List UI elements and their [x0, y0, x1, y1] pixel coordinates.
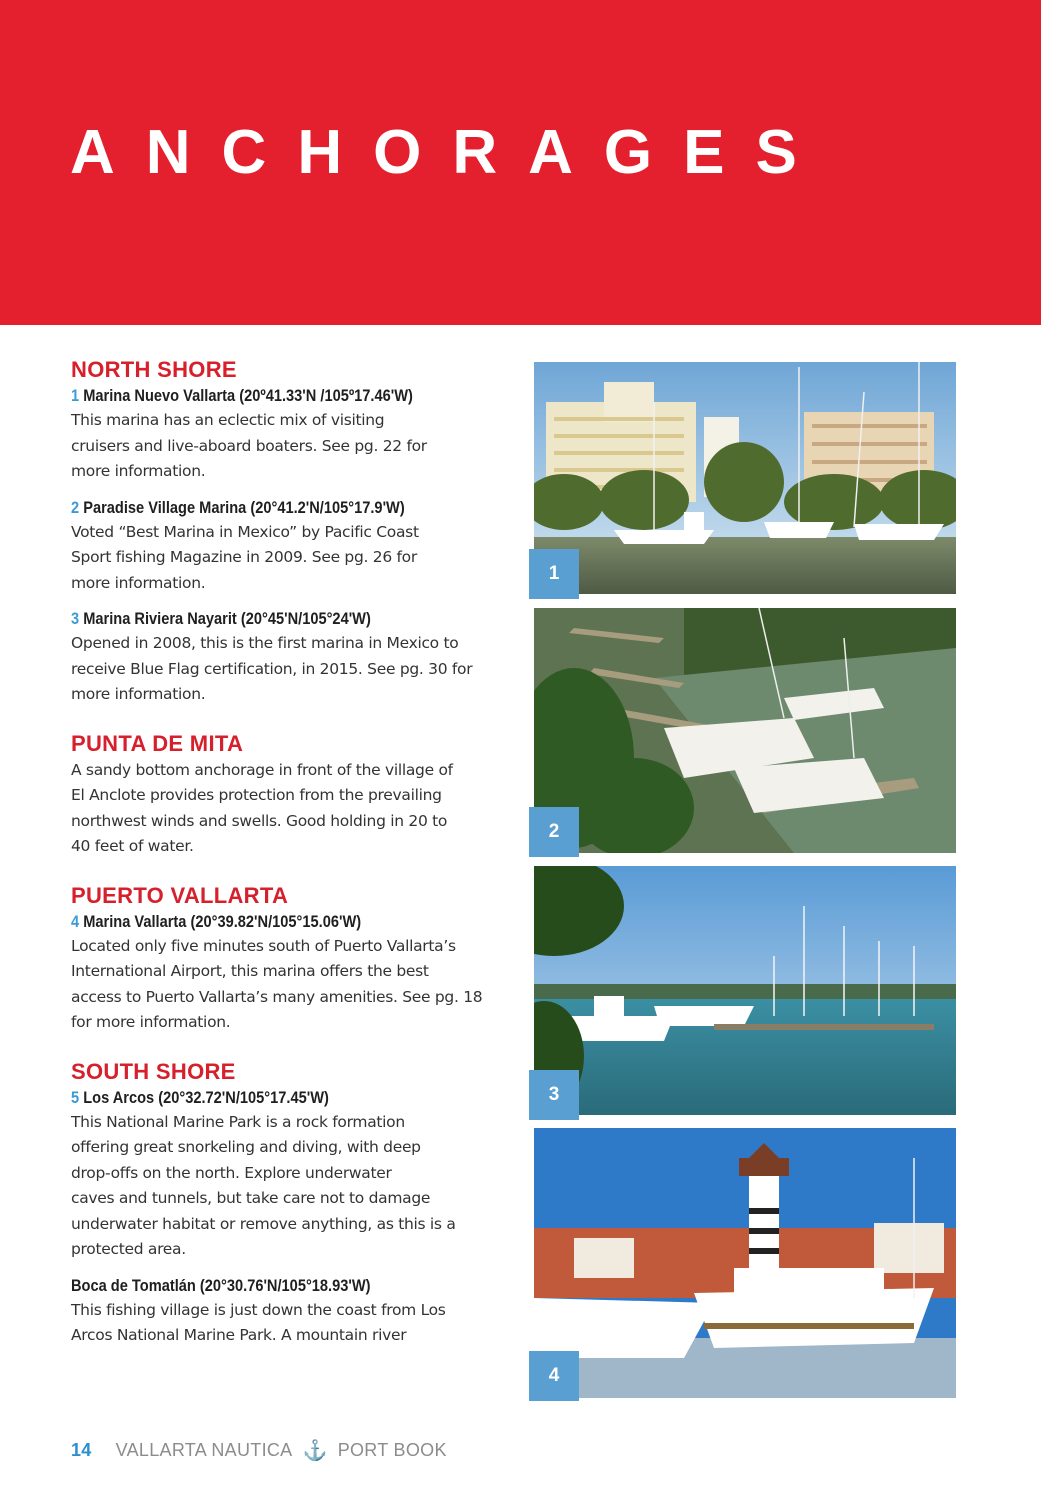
entry-title: 5 Los Arcos (20°32.72'N/105°17.45'W): [71, 1087, 329, 1107]
entry-text: This marina has an eclectic mix of visiting cruisers and live-aboard boaters. See pg. 22 for more information.: [71, 411, 427, 480]
entry-title: 3 Marina Riviera Nayarit (20°45'N/105°24'W): [71, 609, 371, 628]
section-title-south-shore: SOUTH SHORE: [71, 1058, 236, 1084]
page-footer: [71, 1438, 447, 1462]
page-number: 14: [71, 1439, 92, 1460]
entry-number: 3: [71, 609, 80, 628]
photo-badge: 1: [529, 549, 579, 599]
entry-number: 5: [71, 1087, 80, 1107]
anchor-icon: ⚓: [302, 1439, 328, 1462]
photo-badge: 3: [529, 1070, 579, 1120]
section-title-north-shore: NORTH SHORE: [71, 357, 237, 382]
entry-title: 1 Marina Nuevo Vallarta (20º41.33'N /105º17.46'W): [71, 386, 413, 405]
photo-badge: 4: [529, 1351, 579, 1401]
entry-text: This National Marine Park is a rock formation offering great snorkeling and diving, with deep drop-offs on the north. Explore underwater caves and tunnels, but take care not to damage underwater habitat or remove anything, as this is a protected area.: [71, 1112, 456, 1258]
entry-title: 2 Paradise Village Marina (20°41.2'N/105°17.9'W): [71, 497, 405, 517]
marina-hotels-photo: [534, 362, 956, 594]
section-title-puerto-vallarta: PUERTO VALLARTA: [71, 882, 289, 908]
entry-title: 4 Marina Vallarta (20°39.82'N/105°15.06'W): [71, 911, 362, 931]
publication-subtitle: PORT BOOK: [337, 1439, 447, 1460]
section-title-punta-de-mita: PUNTA DE MITA: [71, 730, 244, 756]
lighthouse-yacht-photo: [534, 1128, 956, 1398]
entry-title: Boca de Tomatlán (20°30.76'N/105°18.93'W): [71, 1275, 371, 1295]
page-title: ANCHORAGES: [70, 118, 828, 187]
header-banner: [0, 0, 1041, 325]
entry-number: 2: [71, 497, 80, 517]
entry-text: This fishing village is just down the coast from Los Arcos National Marine Park. A mountain river: [71, 1300, 446, 1344]
entry-text: Opened in 2008, this is the first marina in Mexico to receive Blue Flag certification, in 2015. See pg. 30 for more information.: [71, 634, 473, 703]
entry-number: 4: [71, 911, 80, 931]
entry-text: Voted “Best Marina in Mexico” by Pacific Coast Sport fishing Magazine in 2009. See pg. 26 for more information.: [71, 522, 419, 592]
marina-sailboats-photo: [534, 866, 956, 1115]
entry-text: Located only five minutes south of Puerto Vallarta’s International Airport, this marina offers the best access to Puerto Vallarta’s many amenities. See pg. 18 for more information.: [71, 936, 483, 1031]
photo-badge: 2: [529, 807, 579, 857]
marina-docks-palms-photo: [534, 608, 956, 853]
main-text-column: [71, 356, 496, 1349]
entry-number: 1: [71, 386, 80, 405]
publication-name: VALLARTA NAUTICA: [115, 1439, 293, 1460]
entry-text: A sandy bottom anchorage in front of the village of El Anclote provides protection from the prevailing northwest winds and swells. Good holding in 20 to 40 feet of water.: [71, 760, 453, 855]
